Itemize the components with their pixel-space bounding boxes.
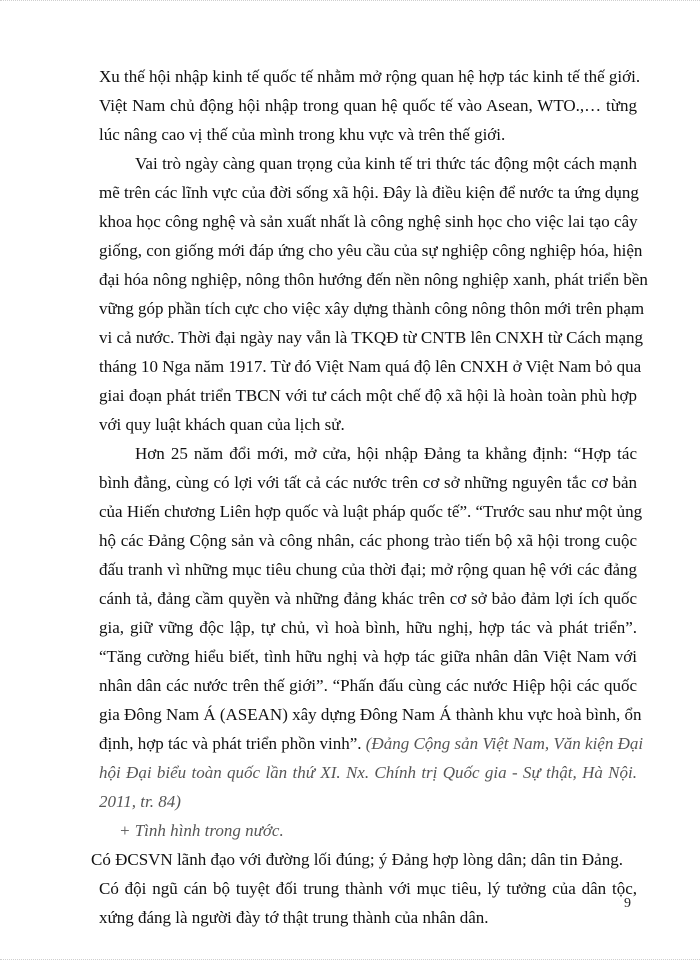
text-line: Xu thế hội nhập kinh tế quốc tế nhằm mở rộng quan hệ hợp tác kinh tế thế giới. <box>99 67 641 86</box>
text-line: mẽ trên các lĩnh vực của đời sống xã hội. Đây là điều kiện để nước ta ứng dụng <box>99 183 639 202</box>
text-line: Có ĐCSVN lãnh đạo với đường lối đúng; ý Đảng hợp lòng dân; dân tin Đảng. <box>91 850 623 869</box>
mixed-citation-line <box>99 729 644 758</box>
text-line: gia Đông Nam Á (ASEAN) xây dựng Đông Nam Á thành khu vực hoà bình, ổn <box>99 705 642 724</box>
text-line: cánh tả, đảng cầm quyền và những đảng khác trên cơ sở bảo đảm lợi ích quốc <box>99 589 637 608</box>
text-line: giai đoạn phát triển TBCN với tư cách một chế độ xã hội là hoàn toàn phù hợp <box>99 386 637 405</box>
document-body <box>91 62 648 932</box>
citation-line: 2011, tr. 84) <box>99 792 181 811</box>
text-line: lúc nâng cao vị thế của mình trong khu vực và trên thế giới. <box>99 125 506 144</box>
text-line: với quy luật khách quan của lịch sử. <box>99 415 345 434</box>
text-line: gia, giữ vững độc lập, tự chủ, vì hoà bình, hữu nghị, hợp tác và phát triển”. <box>99 618 637 637</box>
page-bottom-border <box>0 953 700 960</box>
text-line: vững góp phần tích cực cho việc xây dựng thành công nông thôn mới trên phạm <box>99 299 645 318</box>
text-line: đấu tranh vì những mục tiêu chung của thời đại; mở rộng quan hệ với các đảng <box>99 560 637 579</box>
text-line: tháng 10 Nga năm 1917. Từ đó Việt Nam quá độ lên CNXH ở Việt Nam bỏ qua <box>99 357 642 376</box>
text-line: giống, con giống mới đáp ứng cho yêu cầu của sự nghiệp công nghiệp hóa, hiện <box>99 241 643 260</box>
page-top-border <box>0 0 700 7</box>
text-line: đại hóa nông nghiệp, nông thôn hướng đến nền nông nghiệp xanh, phát triển bền <box>99 270 648 289</box>
text-line: Việt Nam chủ động hội nhập trong quan hệ quốc tế vào Asean, WTO.,… từng <box>99 96 637 115</box>
text-line: của Hiến chương Liên hợp quốc và luật pháp quốc tế”. “Trước sau như một ủng <box>99 502 643 521</box>
text-line: Có đội ngũ cán bộ tuyệt đối trung thành với mục tiêu, lý tưởng của dân tộc, <box>99 879 637 898</box>
text-line: “Tăng cường hiểu biết, tình hữu nghị và hợp tác giữa nhân dân Việt Nam với <box>99 647 637 666</box>
text-line: nhân dân các nước trên thế giới”. “Phấn đấu cùng các nước Hiệp hội các quốc <box>99 676 637 695</box>
page-number: 9 <box>624 896 631 911</box>
citation-start: (Đảng Cộng sản Việt Nam, Văn kiện Đại <box>365 734 644 753</box>
quote-end-text: định, hợp tác và phát triển phồn vinh”. <box>99 734 366 753</box>
text-line: bình đẳng, cùng có lợi với tất cả các nước trên cơ sở những nguyên tắc cơ bản <box>99 473 637 492</box>
subheading: + Tình hình trong nước. <box>119 821 284 840</box>
text-line: Hơn 25 năm đổi mới, mở cửa, hội nhập Đảng ta khẳng định: “Hợp tác <box>135 444 637 463</box>
text-line: Vai trò ngày càng quan trọng của kinh tế tri thức tác động một cách mạnh <box>135 154 637 173</box>
text-line: xứng đáng là người đày tớ thật trung thành của nhân dân. <box>99 908 489 927</box>
citation-line: hội Đại biểu toàn quốc lần thứ XI. Nx. Chính trị Quốc gia - Sự thật, Hà Nội. <box>99 763 637 782</box>
text-line: hộ các Đảng Cộng sản và công nhân, các phong trào tiến bộ xã hội trong cuộc <box>99 531 637 550</box>
text-line: vi cả nước. Thời đại ngày nay vẫn là TKQĐ từ CNTB lên CNXH từ Cách mạng <box>99 328 644 347</box>
text-line: khoa học công nghệ và sản xuất nhất là công nghệ sinh học cho việc lai tạo cây <box>99 212 638 231</box>
